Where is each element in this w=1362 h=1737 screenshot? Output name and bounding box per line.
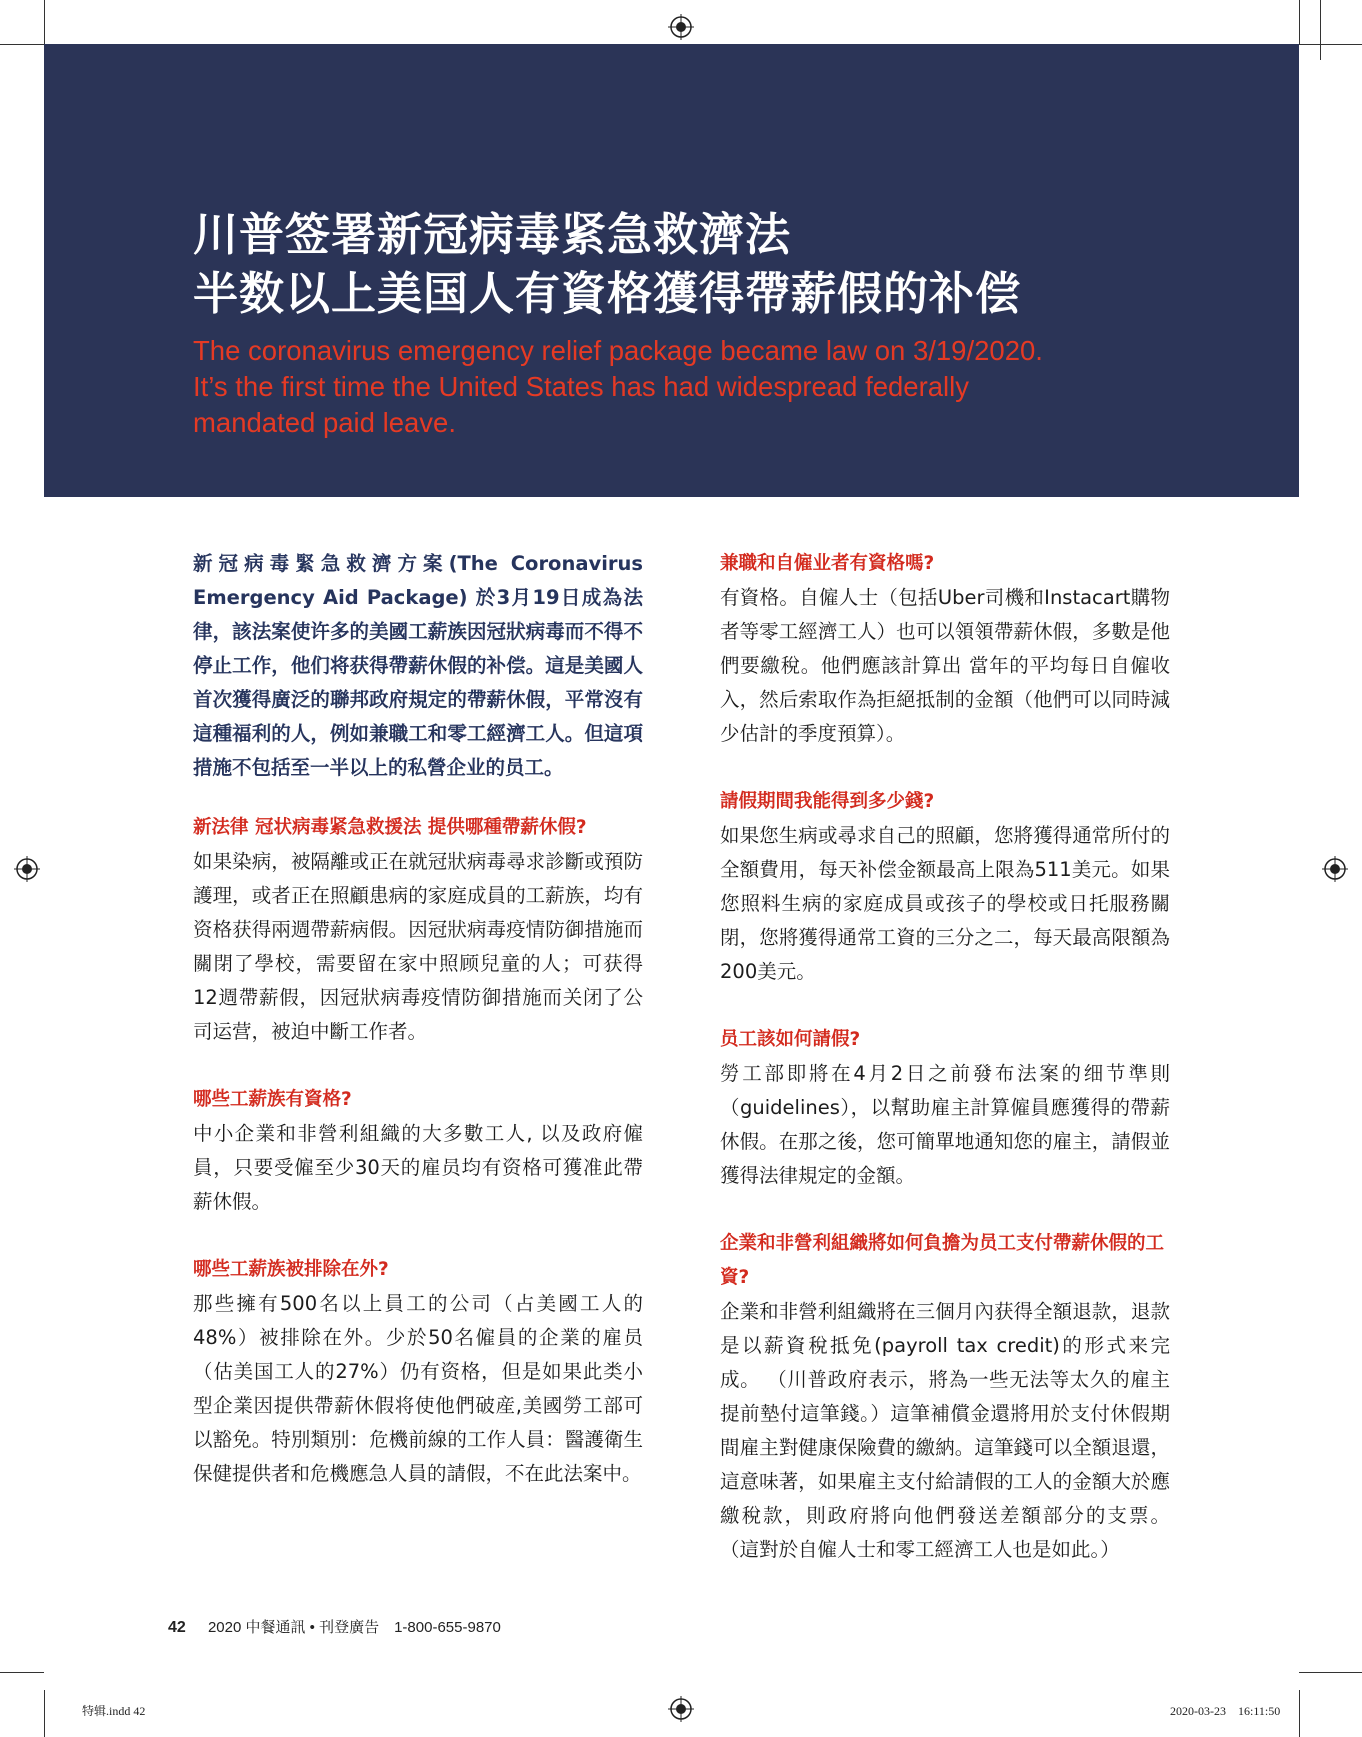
crop-mark [44, 0, 45, 44]
left-column [193, 547, 643, 1525]
section-heading: 员工該如何請假? [720, 1029, 861, 1050]
crop-mark [1299, 1672, 1362, 1673]
section-heading: 哪些工薪族被排除在外? [193, 1259, 389, 1280]
crop-mark [1320, 0, 1321, 60]
registration-mark-icon [1322, 856, 1348, 882]
section-heading: 兼職和自僱业者有資格嗎? [720, 553, 935, 574]
footer-text: 2020 中餐通訊 • 刊登廣告 1-800-655-9870 [207, 1619, 501, 1636]
registration-mark-icon [668, 1696, 694, 1722]
section-body: 企業和非營利組織將在三個月內获得全額退款，退款是以薪資稅抵免(payroll tax credit)的形式来完成。 （川普政府表示，將為一些无法等太久的雇主提前墊付這筆錢。）這筆補償金還將用於支付休假期間雇主對健康保險費的繳納。這筆錢可以全額退還，這意味著，如果雇主支付給請假的工人的金額大於應繳稅款，則政府將向他們發送差額部分的支票。 （這對於自僱人士和零工經濟工人也是如此。） [720, 1300, 1170, 1561]
right-column [720, 547, 1170, 1601]
section-body: 有資格。自僱人士（包括Uber司機和Instacart購物者等零工經濟工人）也可以領領帶薪休假，多數是他們要繳稅。他們應該計算出 當年的平均每日自僱收入，然后索取作為拒絕抵制的金額（他們可以同時減少估計的季度預算）。 [720, 586, 1170, 745]
english-subtitle [193, 333, 1203, 441]
crop-mark [0, 1672, 44, 1673]
crop-mark [1299, 44, 1362, 45]
registration-mark-icon [14, 856, 40, 882]
crop-mark [1299, 0, 1300, 44]
section-heading: 哪些工薪族有資格? [193, 1089, 352, 1110]
section-body: 那些擁有500名以上員工的公司（占美國工人的48%）被排除在外。少於50名僱員的企業的雇员（估美国工人的27%）仍有资格，但是如果此类小型企業因提供帶薪休假将使他們破産,美國勞工部可以豁免。特別類別：危機前線的工作人員：醫護衛生保健提供者和危機應急人員的請假，不在此法案中。 [193, 1292, 643, 1485]
print-slug-timestamp: 2020-03-23 16:11:50 [1170, 1704, 1281, 1718]
section-body: 如果您生病或尋求自己的照顧，您將獲得通常所付的全額費用，每天补偿金额最高上限為511美元。如果您照料生病的家庭成員或孩子的學校或日托服務關閉，您將獲得通常工資的三分之二，每天最高限額為200美元。 [720, 824, 1170, 983]
section-heading: 新法律 冠状病毒紧急救援法 提供哪種帶薪休假? [193, 817, 587, 838]
page-title [193, 205, 1021, 323]
lead-paragraph: 新冠病毒緊急救濟方案(The Coronavirus Emergency Aid Package) 於3月19日成為法律，該法案使许多的美國工薪族因冠狀病毒而不得不停止工作，他们将获得帶薪休假的补偿。這是美國人首次獲得廣泛的聯邦政府規定的帶薪休假，平常沒有這種福利的人，例如兼職工和零工經濟工人。但這項措施不包括至一半以上的私營企业的员工。 [193, 552, 643, 779]
page-footer [168, 1616, 501, 1637]
page-number: 42 [168, 1619, 186, 1636]
section-body: 如果染病，被隔離或正在就冠狀病毒尋求診斷或預防護理，或者正在照顧患病的家庭成員的工薪族，均有资格获得兩週帶薪病假。因冠狀病毒疫情防御措施而關閉了學校，需要留在家中照顾兒童的人；可获得12週帶薪假，因冠狀病毒疫情防御措施而关闭了公司运营，被迫中斷工作者。 [193, 850, 643, 1043]
subtitle-line: It’s the first time the United States has had widespread federally [193, 371, 970, 402]
section-body: 中小企業和非營利組織的大多數工人, 以及政府僱員，只要受僱至少30天的雇员均有资格可獲准此帶薪休假。 [193, 1122, 643, 1213]
crop-mark [1299, 1690, 1300, 1737]
print-slug-file: 特辑.indd 42 [82, 1704, 146, 1718]
title-line: 半数以上美国人有資格獲得帶薪假的补偿 [193, 267, 1022, 320]
crop-mark [44, 1690, 45, 1737]
section-body: 勞工部即將在4月2日之前發布法案的细节準則（guidelines），以幫助雇主計算僱員應獲得的帶薪休假。在那之後，您可簡單地通知您的雇主，請假並獲得法律規定的金額。 [720, 1062, 1170, 1187]
subtitle-line: The coronavirus emergency relief package became law on 3/19/2020. [193, 335, 1043, 366]
section-heading: 企業和非營利組織將如何負擔为员工支付帶薪休假的工資? [720, 1233, 1165, 1288]
title-line: 川普签署新冠病毒紧急救濟法 [193, 208, 792, 261]
crop-mark [0, 44, 44, 45]
section-heading: 請假期間我能得到多少錢? [720, 791, 935, 812]
registration-mark-icon [668, 14, 694, 40]
subtitle-line: mandated paid leave. [193, 407, 456, 438]
